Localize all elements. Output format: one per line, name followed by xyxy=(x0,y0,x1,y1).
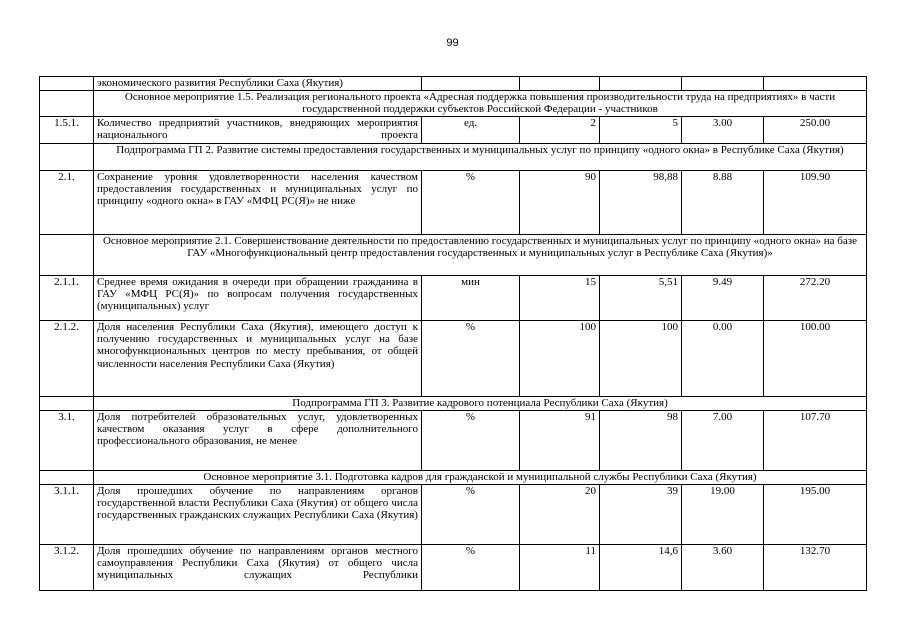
percent-value: 132.70 xyxy=(764,545,867,591)
fact-value: 100 xyxy=(600,321,682,397)
row-number: 3.1. xyxy=(40,411,94,471)
table-row xyxy=(40,77,867,91)
percent-value: 272.20 xyxy=(764,276,867,321)
section-heading: Основное мероприятие 1.5. Реализация регионального проекта «Адресная поддержка повышения производительности труда на предприятиях» в части государственной поддержки субъектов Российской Федерации - участников xyxy=(94,91,867,117)
unit-cell: % xyxy=(422,545,520,591)
unit-cell: ед. xyxy=(422,117,520,144)
table-row xyxy=(40,321,867,397)
table-row xyxy=(40,171,867,235)
row-number: 2.1.1. xyxy=(40,276,94,321)
percent-value: 100.00 xyxy=(764,321,867,397)
section-row xyxy=(40,471,867,485)
unit-cell: % xyxy=(422,171,520,235)
indicator-name: Сохранение уровня удовлетворенности населения качеством предоставления государственных и муниципальных услуг по принципу «одного окна» в ГАУ «МФЦ РС(Я)» не ниже xyxy=(94,171,422,235)
deviation-value xyxy=(682,77,764,91)
percent-value: 195.00 xyxy=(764,485,867,545)
section-row xyxy=(40,397,867,411)
plan-value: 20 xyxy=(520,485,600,545)
fact-value: 39 xyxy=(600,485,682,545)
indicator-name: Доля населения Республики Саха (Якутия), имеющего доступ к получению государственных и муниципальных услуг на базе многофункциональных центров по месту пребывания, от общей численности населения Республики Саха (Якутия) xyxy=(94,321,422,397)
empty-cell xyxy=(40,91,94,117)
plan-value xyxy=(520,77,600,91)
fact-value: 98,88 xyxy=(600,171,682,235)
indicator-name: Доля прошедших обучение по направлениям органов местного самоуправления Республики Саха (Якутия) от общего числа муниципальных служащих Республики xyxy=(94,545,422,591)
indicators-table xyxy=(39,76,867,591)
plan-value: 2 xyxy=(520,117,600,144)
table-row xyxy=(40,411,867,471)
unit-cell xyxy=(422,77,520,91)
deviation-value: 0.00 xyxy=(682,321,764,397)
fact-value: 5,51 xyxy=(600,276,682,321)
plan-value: 90 xyxy=(520,171,600,235)
plan-value: 100 xyxy=(520,321,600,397)
section-heading: Подпрограмма ГП 2. Развитие системы предоставления государственных и муниципальных услуг по принципу «одного окна» в Республике Саха (Якутия) xyxy=(94,144,867,171)
row-number: 3.1.1. xyxy=(40,485,94,545)
section-heading: Основное мероприятие 3.1. Подготовка кадров для гражданской и муниципальной службы Республики Саха (Якутия) xyxy=(94,471,867,485)
percent-value: 107.70 xyxy=(764,411,867,471)
unit-cell: % xyxy=(422,411,520,471)
indicator-name: экономического развития Республики Саха (Якутия) xyxy=(94,77,422,91)
indicator-name: Доля потребителей образовательных услуг, удовлетворенных качеством оказания услуг в сфере дополнительного профессионального образования, не менее xyxy=(94,411,422,471)
unit-cell: мин xyxy=(422,276,520,321)
plan-value: 11 xyxy=(520,545,600,591)
table-row xyxy=(40,485,867,545)
indicator-name: Среднее время ожидания в очереди при обращении гражданина в ГАУ «МФЦ РС(Я)» по вопросам получения государственных (муниципальных) услуг xyxy=(94,276,422,321)
empty-cell xyxy=(40,397,94,411)
deviation-value: 3.60 xyxy=(682,545,764,591)
indicator-name: Количество предприятий участников, внедряющих мероприятия национального проекта xyxy=(94,117,422,144)
deviation-value: 7.00 xyxy=(682,411,764,471)
deviation-value: 9.49 xyxy=(682,276,764,321)
plan-value: 91 xyxy=(520,411,600,471)
fact-value xyxy=(600,77,682,91)
percent-value: 250.00 xyxy=(764,117,867,144)
deviation-value: 19.00 xyxy=(682,485,764,545)
section-row xyxy=(40,91,867,117)
unit-cell: % xyxy=(422,485,520,545)
row-number: 2.1.2. xyxy=(40,321,94,397)
empty-cell xyxy=(40,144,94,171)
row-number xyxy=(40,77,94,91)
deviation-value: 3.00 xyxy=(682,117,764,144)
percent-value xyxy=(764,77,867,91)
empty-cell xyxy=(40,471,94,485)
table-row xyxy=(40,117,867,144)
indicator-name: Доля прошедших обучение по направлениям органов государственной власти Республики Саха (Якутия) от общего числа государственных гражданских служащих Республики Саха (Якутия) xyxy=(94,485,422,545)
table-row xyxy=(40,276,867,321)
percent-value: 109.90 xyxy=(764,171,867,235)
table-row xyxy=(40,545,867,591)
section-row xyxy=(40,144,867,171)
fact-value: 98 xyxy=(600,411,682,471)
fact-value: 14,6 xyxy=(600,545,682,591)
plan-value: 15 xyxy=(520,276,600,321)
fact-value: 5 xyxy=(600,117,682,144)
section-row xyxy=(40,235,867,276)
empty-cell xyxy=(40,235,94,276)
section-heading: Основное мероприятие 2.1. Совершенствование деятельности по предоставлению государственных и муниципальных услуг по принципу «одного окна» на базе ГАУ «Многофункциональный центр предоставления государственных и муниципальных услуг в Республике Саха (Якутия)» xyxy=(94,235,867,276)
deviation-value: 8.88 xyxy=(682,171,764,235)
row-number: 3.1.2. xyxy=(40,545,94,591)
row-number: 2.1. xyxy=(40,171,94,235)
page-number: 99 xyxy=(446,37,459,49)
row-number: 1.5.1. xyxy=(40,117,94,144)
section-heading: Подпрограмма ГП 3. Развитие кадрового потенциала Республики Саха (Якутия) xyxy=(94,397,867,411)
unit-cell: % xyxy=(422,321,520,397)
